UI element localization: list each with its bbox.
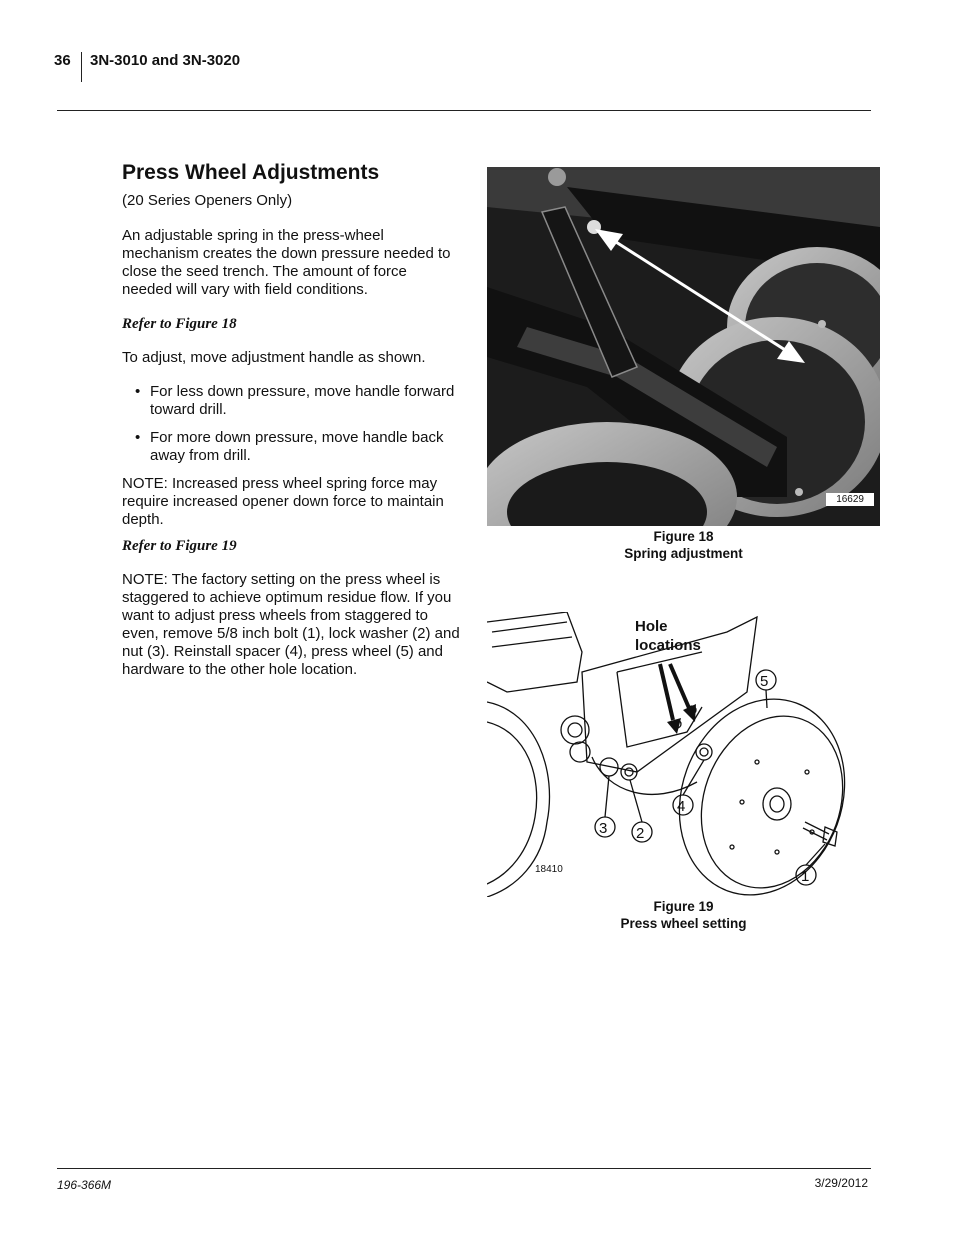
figure-18-id: 16629 bbox=[826, 493, 874, 506]
list-item-text: For less down pressure, move handle forward toward drill. bbox=[150, 383, 455, 418]
figure-reference-18: Refer to Figure 18 bbox=[122, 316, 237, 332]
header-divider bbox=[81, 52, 82, 82]
figure-18-text: Spring adjustment bbox=[624, 546, 743, 561]
callout-5: 5 bbox=[760, 673, 769, 690]
section-subtitle: (20 Series Openers Only) bbox=[122, 192, 293, 209]
body-text-column bbox=[122, 160, 460, 695]
figure-19-caption bbox=[487, 898, 880, 932]
instruction-paragraph: To adjust, move adjustment handle as shown. bbox=[122, 349, 426, 366]
adjustment-list bbox=[122, 383, 460, 465]
callout-4: 4 bbox=[677, 798, 686, 815]
footer-rule bbox=[57, 1168, 871, 1169]
page-number: 36 bbox=[54, 52, 71, 69]
list-item bbox=[122, 429, 460, 465]
footer-date: 3/29/2012 bbox=[814, 1176, 868, 1190]
figure-18-photo bbox=[487, 167, 880, 526]
figure-19-drawing bbox=[487, 612, 880, 897]
intro-paragraph: An adjustable spring in the press-wheel mechanism creates the down pressure needed to close the seed trench. The amount of force needed will vary with field conditions. bbox=[122, 227, 451, 298]
callout-3: 3 bbox=[599, 820, 608, 837]
note-paragraph-1: NOTE: Increased press wheel spring force may require increased opener down force to maintain depth. bbox=[122, 475, 444, 528]
bullet-icon: • bbox=[135, 383, 141, 400]
header-rule bbox=[57, 110, 871, 111]
list-item bbox=[122, 383, 460, 419]
note-paragraph-2: NOTE: The factory setting on the press wheel is staggered to achieve optimum residue flow. If you want to adjust press wheels from staggered to even, remove 5/8 inch bolt (1), lock washer (2) and nut (3). Reinstall spacer (4), press wheel (5) and hardware to the other hole location. bbox=[122, 571, 460, 678]
figure-18-caption bbox=[487, 528, 880, 562]
hole-locations-label: Hole locations bbox=[635, 618, 701, 654]
figure-19-id: 18410 bbox=[535, 864, 563, 875]
figure-reference-19: Refer to Figure 19 bbox=[122, 538, 237, 554]
header-title: 3N-3010 and 3N-3020 bbox=[90, 52, 241, 69]
figure-18-number: Figure 18 bbox=[653, 529, 714, 544]
figure-19-number: Figure 19 bbox=[653, 899, 714, 914]
bullet-icon: • bbox=[135, 429, 141, 446]
list-item-text: For more down pressure, move handle back away from drill. bbox=[150, 429, 444, 464]
callout-2: 2 bbox=[636, 825, 645, 842]
callout-1: 1 bbox=[801, 868, 810, 885]
section-title: Press Wheel Adjustments bbox=[122, 161, 380, 184]
footer-doc-number: 196-366M bbox=[57, 1178, 112, 1192]
figure-19-text: Press wheel setting bbox=[620, 916, 747, 931]
